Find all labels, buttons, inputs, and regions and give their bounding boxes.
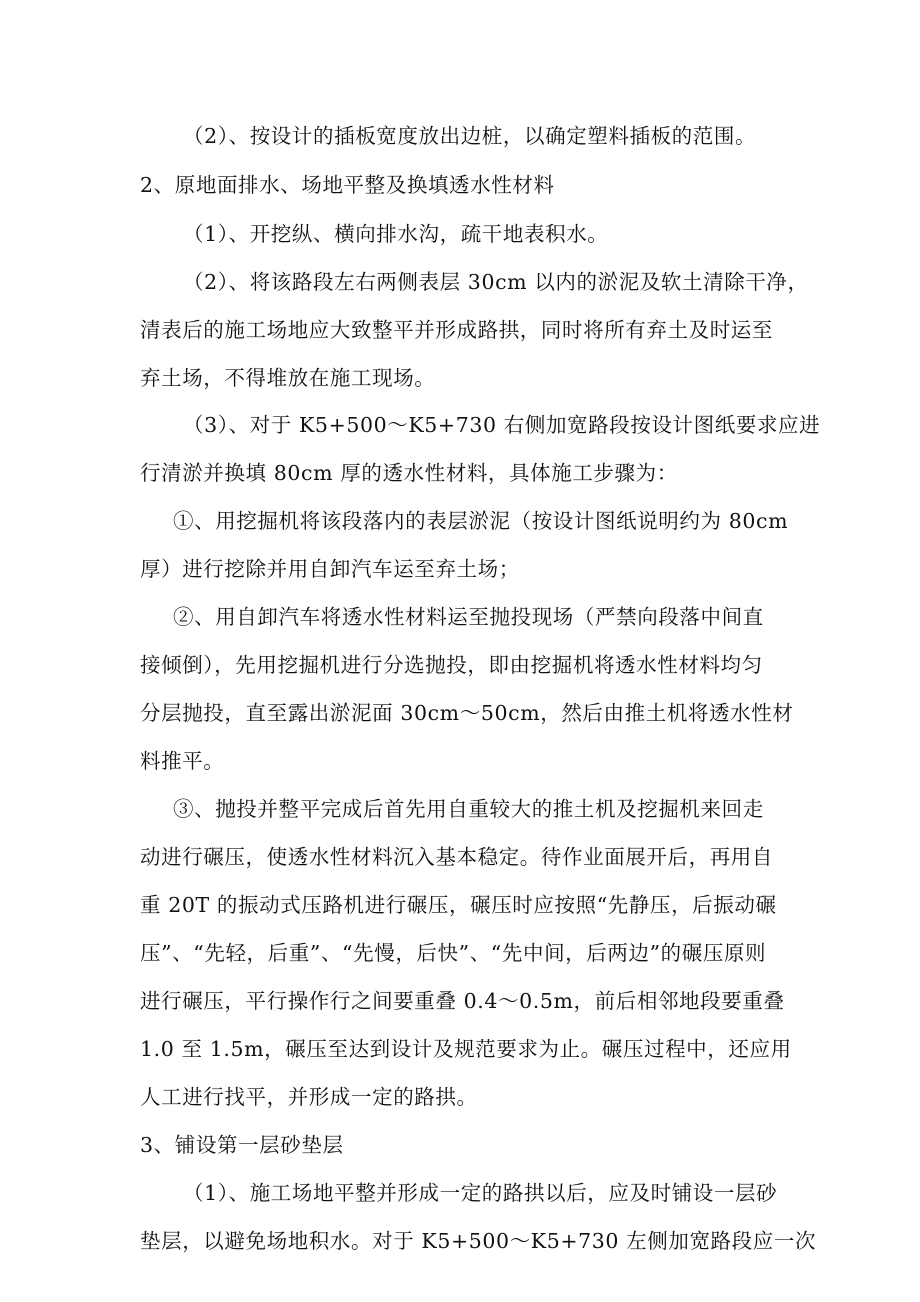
text-line: （1）、开挖纵、横向排水沟，疏干地表积水。 [183,222,609,246]
text-line: 垫层，以避免场地积水。对于 K5+500～K5+730 左侧加宽路段应一次 [140,1229,817,1253]
text-line: （3）、对于 K5+500～K5+730 右侧加宽路段按设计图纸要求应进 [183,413,821,437]
section-heading: 3、铺设第一层砂垫层 [140,1133,344,1157]
text-line: ③、抛投并整平完成后首先用自重较大的推土机及挖掘机来回走 [173,797,764,821]
text-line: （2）、将该路段左右两侧表层 30cm 以内的淤泥及软土清除干净， [183,270,809,294]
text-line: 行清淤并换填 80cm 厚的透水性材料，具体施工步骤为： [140,461,678,485]
text-line: 接倾倒），先用挖掘机进行分选抛投，即由挖掘机将透水性材料均匀 [140,653,763,677]
text-line: （2）、按设计的插板宽度放出边桩，以确定塑料插板的范围。 [183,124,757,148]
text-line: 1.0 至 1.5m，碾压至达到设计及规范要求为止。碾压过程中，还应用 [140,1037,792,1061]
text-line: 弃土场，不得堆放在施工现场。 [140,366,436,390]
text-line: 动进行碾压，使透水性材料沉入基本稳定。待作业面展开后，再用自 [140,845,773,869]
text-line: 料推平。 [140,749,225,773]
text-line: （1）、施工场地平整并形成一定的路拱以后，应及时铺设一层砂 [183,1181,778,1205]
text-line: ①、用挖掘机将该段落内的表层淤泥（按设计图纸说明约为 80cm [173,509,789,533]
text-line: 清表后的施工场地应大致整平并形成路拱，同时将所有弃土及时运至 [140,318,773,342]
text-line: 进行碾压，平行操作行之间要重叠 0.4～0.5m，前后相邻地段要重叠 [140,989,785,1013]
text-line: 重 20T 的振动式压路机进行碾压，碾压时应按照“先静压，后振动碾 [140,893,777,917]
text-line: 厚）进行挖除并用自卸汽车运至弃土场； [140,557,520,581]
text-line: ②、用自卸汽车将透水性材料运至抛投现场（严禁向段落中间直 [173,605,764,629]
text-line: 压”、“先轻，后重”、“先慢，后快”、“先中间，后两边”的碾压原则 [140,941,767,965]
text-line: 人工进行找平，并形成一定的路拱。 [140,1085,478,1109]
section-heading: 2、原地面排水、场地平整及换填透水性材料 [140,173,555,197]
text-line: 分层抛投，直至露出淤泥面 30cm～50cm，然后由推土机将透水性材 [140,701,794,725]
